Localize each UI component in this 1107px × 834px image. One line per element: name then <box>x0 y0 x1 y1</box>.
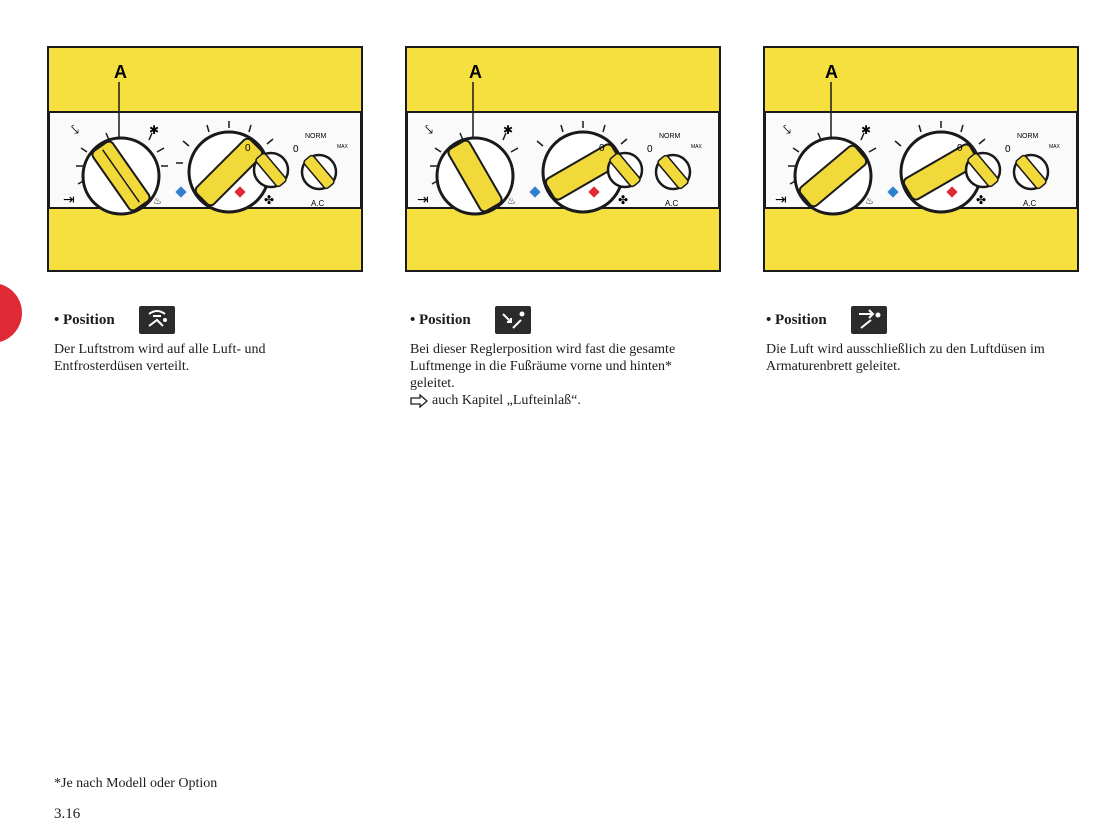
position-label: • Position <box>766 311 827 328</box>
svg-text:⤥: ⤥ <box>71 122 79 138</box>
svg-text:⇥: ⇥ <box>417 192 429 208</box>
svg-text:0: 0 <box>957 143 963 154</box>
svg-text:0: 0 <box>293 144 299 155</box>
body-line: Entfrosterdüsen verteilt. <box>54 359 190 374</box>
control-panel-illustration-3 <box>763 46 1079 272</box>
dashboard-vent-icon <box>851 306 887 334</box>
position-label: • Position <box>54 311 115 328</box>
body-line: Der Luftstrom wird auf alle Luft- und <box>54 342 266 357</box>
svg-text:⤥: ⤥ <box>783 122 791 138</box>
svg-text:A.C: A.C <box>1023 199 1037 208</box>
reference-text: auch Kapitel „Lufteinlaß“. <box>432 393 581 408</box>
svg-text:✱: ✱ <box>503 123 514 137</box>
svg-text:⇥: ⇥ <box>63 192 75 208</box>
marker-a: A <box>114 62 127 82</box>
body-line: geleitet. <box>410 376 455 391</box>
position-label: • Position <box>410 311 471 328</box>
svg-text:NORM: NORM <box>305 133 327 140</box>
defrost-vent-icon <box>139 306 175 334</box>
section-defrost <box>54 305 369 375</box>
svg-text:✱: ✱ <box>861 123 872 137</box>
body-line: Bei dieser Reglerposition wird fast die gesamte <box>410 342 676 357</box>
svg-text:MAX: MAX <box>337 144 348 150</box>
svg-text:♨: ♨ <box>507 196 516 207</box>
control-panel-illustration-2 <box>405 46 721 272</box>
svg-text:NORM: NORM <box>1017 133 1039 140</box>
svg-text:0: 0 <box>245 143 251 154</box>
control-panel-illustration-1 <box>47 46 363 272</box>
svg-text:✤: ✤ <box>264 193 275 207</box>
svg-text:0: 0 <box>1005 144 1011 155</box>
marker-a: A <box>469 62 482 82</box>
svg-text:♨: ♨ <box>865 196 874 207</box>
chapter-tab <box>0 283 22 343</box>
svg-text:⤥: ⤥ <box>425 122 433 138</box>
svg-text:MAX: MAX <box>691 144 702 150</box>
svg-text:✱: ✱ <box>149 123 160 137</box>
svg-text:0: 0 <box>599 143 605 154</box>
section-footwell <box>410 305 725 409</box>
svg-text:♨: ♨ <box>153 196 162 207</box>
body-line: Luftmenge in die Fußräume vorne und hinten* <box>410 359 673 374</box>
section-dashboard <box>766 305 1081 375</box>
marker-a: A <box>825 62 838 82</box>
chapter-reference <box>410 392 725 409</box>
arrow-reference-icon <box>410 394 428 408</box>
svg-text:A.C: A.C <box>311 199 325 208</box>
svg-text:A.C: A.C <box>665 199 679 208</box>
body-line: Armaturenbrett geleitet. <box>766 359 901 374</box>
svg-text:✤: ✤ <box>618 193 629 207</box>
footwell-air-icon <box>495 306 531 334</box>
svg-text:⇥: ⇥ <box>775 192 787 208</box>
svg-text:NORM: NORM <box>659 133 681 140</box>
body-line: Die Luft wird ausschließlich zu den Luftdüsen im <box>766 342 1045 357</box>
footnote: *Je nach Modell oder Option <box>54 776 218 791</box>
page-number: 3.16 <box>54 806 81 822</box>
svg-text:MAX: MAX <box>1049 144 1060 150</box>
svg-text:✤: ✤ <box>976 193 987 207</box>
svg-text:0: 0 <box>647 144 653 155</box>
